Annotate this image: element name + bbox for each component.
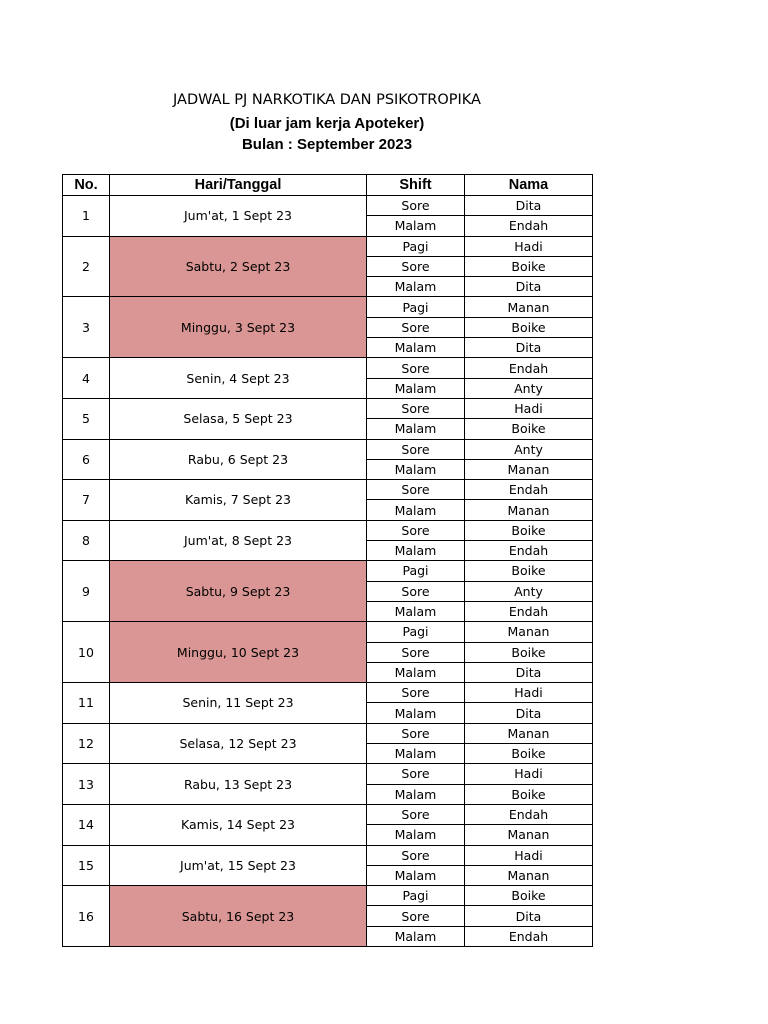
column-header-shift: Shift	[367, 175, 465, 196]
staff-name-cell: Manan	[465, 459, 593, 479]
day-date-cell: Senin, 4 Sept 23	[110, 358, 367, 399]
shift-cell: Sore	[367, 642, 465, 662]
shift-cell: Pagi	[367, 622, 465, 642]
day-date-cell: Jum'at, 1 Sept 23	[110, 196, 367, 237]
shift-cell: Pagi	[367, 886, 465, 906]
shift-cell: Sore	[367, 480, 465, 500]
staff-name-cell: Boike	[465, 256, 593, 276]
day-number-cell: 12	[63, 723, 110, 764]
staff-name-cell: Dita	[465, 196, 593, 216]
staff-name-cell: Dita	[465, 906, 593, 926]
staff-name-cell: Dita	[465, 338, 593, 358]
column-header-no: No.	[63, 175, 110, 196]
shift-cell: Sore	[367, 683, 465, 703]
table-row	[63, 622, 593, 642]
day-number-cell: 14	[63, 804, 110, 845]
day-number-cell: 11	[63, 683, 110, 724]
staff-name-cell: Boike	[465, 744, 593, 764]
shift-cell: Malam	[367, 825, 465, 845]
staff-name-cell: Boike	[465, 642, 593, 662]
shift-cell: Sore	[367, 581, 465, 601]
staff-name-cell: Dita	[465, 277, 593, 297]
staff-name-cell: Manan	[465, 825, 593, 845]
shift-cell: Malam	[367, 784, 465, 804]
shift-cell: Sore	[367, 764, 465, 784]
staff-name-cell: Endah	[465, 358, 593, 378]
table-header-row	[63, 175, 593, 196]
shift-cell: Malam	[367, 662, 465, 682]
day-number-cell: 4	[63, 358, 110, 399]
staff-name-cell: Boike	[465, 419, 593, 439]
table-row	[63, 764, 593, 784]
staff-name-cell: Hadi	[465, 845, 593, 865]
staff-name-cell: Hadi	[465, 236, 593, 256]
table-row	[63, 196, 593, 216]
schedule-table	[62, 174, 593, 947]
staff-name-cell: Dita	[465, 662, 593, 682]
shift-cell: Malam	[367, 378, 465, 398]
month-label: Bulan : September 2023	[241, 136, 413, 153]
staff-name-cell: Endah	[465, 480, 593, 500]
shift-cell: Sore	[367, 723, 465, 743]
day-number-cell: 16	[63, 886, 110, 947]
table-row	[63, 297, 593, 317]
shift-cell: Malam	[367, 744, 465, 764]
shift-cell: Sore	[367, 358, 465, 378]
shift-cell: Malam	[367, 216, 465, 236]
day-date-cell: Sabtu, 16 Sept 23	[110, 886, 367, 947]
table-row	[63, 520, 593, 540]
day-date-cell: Jum'at, 15 Sept 23	[110, 845, 367, 886]
page-subtitle: (Di luar jam kerja Apoteker)	[229, 115, 425, 132]
staff-name-cell: Manan	[465, 500, 593, 520]
shift-cell: Malam	[367, 419, 465, 439]
table-row	[63, 683, 593, 703]
staff-name-cell: Boike	[465, 561, 593, 581]
table-row	[63, 723, 593, 743]
shift-cell: Sore	[367, 196, 465, 216]
day-date-cell: Kamis, 14 Sept 23	[110, 804, 367, 845]
staff-name-cell: Manan	[465, 723, 593, 743]
column-header-date: Hari/Tanggal	[110, 175, 367, 196]
shift-cell: Sore	[367, 906, 465, 926]
staff-name-cell: Boike	[465, 886, 593, 906]
shift-cell: Malam	[367, 338, 465, 358]
shift-cell: Pagi	[367, 561, 465, 581]
staff-name-cell: Manan	[465, 865, 593, 885]
day-number-cell: 3	[63, 297, 110, 358]
staff-name-cell: Endah	[465, 601, 593, 621]
schedule-body	[63, 196, 593, 947]
shift-cell: Malam	[367, 926, 465, 946]
shift-cell: Malam	[367, 459, 465, 479]
staff-name-cell: Anty	[465, 581, 593, 601]
staff-name-cell: Boike	[465, 784, 593, 804]
table-row	[63, 886, 593, 906]
day-number-cell: 6	[63, 439, 110, 480]
table-row	[63, 358, 593, 378]
table-row	[63, 804, 593, 824]
table-row	[63, 561, 593, 581]
staff-name-cell: Anty	[465, 439, 593, 459]
day-date-cell: Sabtu, 9 Sept 23	[110, 561, 367, 622]
day-number-cell: 7	[63, 480, 110, 521]
day-date-cell: Selasa, 5 Sept 23	[110, 398, 367, 439]
shift-cell: Sore	[367, 398, 465, 418]
shift-cell: Malam	[367, 703, 465, 723]
day-number-cell: 13	[63, 764, 110, 805]
staff-name-cell: Hadi	[465, 683, 593, 703]
day-date-cell: Selasa, 12 Sept 23	[110, 723, 367, 764]
staff-name-cell: Manan	[465, 622, 593, 642]
shift-cell: Pagi	[367, 297, 465, 317]
shift-cell: Malam	[367, 601, 465, 621]
shift-cell: Sore	[367, 520, 465, 540]
day-number-cell: 1	[63, 196, 110, 237]
shift-cell: Sore	[367, 804, 465, 824]
staff-name-cell: Endah	[465, 541, 593, 561]
day-number-cell: 5	[63, 398, 110, 439]
day-number-cell: 2	[63, 236, 110, 297]
day-date-cell: Rabu, 13 Sept 23	[110, 764, 367, 805]
column-header-name: Nama	[465, 175, 593, 196]
day-date-cell: Minggu, 3 Sept 23	[110, 297, 367, 358]
staff-name-cell: Dita	[465, 703, 593, 723]
page-title: JADWAL PJ NARKOTIKA DAN PSIKOTROPIKA	[173, 92, 481, 108]
table-row	[63, 236, 593, 256]
staff-name-cell: Endah	[465, 804, 593, 824]
staff-name-cell: Anty	[465, 378, 593, 398]
shift-cell: Pagi	[367, 236, 465, 256]
shift-cell: Malam	[367, 865, 465, 885]
day-number-cell: 10	[63, 622, 110, 683]
staff-name-cell: Hadi	[465, 764, 593, 784]
shift-cell: Sore	[367, 439, 465, 459]
shift-cell: Sore	[367, 845, 465, 865]
staff-name-cell: Endah	[465, 216, 593, 236]
day-date-cell: Sabtu, 2 Sept 23	[110, 236, 367, 297]
day-date-cell: Minggu, 10 Sept 23	[110, 622, 367, 683]
table-row	[63, 398, 593, 418]
staff-name-cell: Manan	[465, 297, 593, 317]
table-row	[63, 439, 593, 459]
staff-name-cell: Boike	[465, 317, 593, 337]
staff-name-cell: Hadi	[465, 398, 593, 418]
shift-cell: Malam	[367, 500, 465, 520]
table-row	[63, 845, 593, 865]
shift-cell: Sore	[367, 317, 465, 337]
shift-cell: Malam	[367, 541, 465, 561]
staff-name-cell: Endah	[465, 926, 593, 946]
day-number-cell: 15	[63, 845, 110, 886]
shift-cell: Malam	[367, 277, 465, 297]
day-date-cell: Senin, 11 Sept 23	[110, 683, 367, 724]
day-date-cell: Jum'at, 8 Sept 23	[110, 520, 367, 561]
shift-cell: Sore	[367, 256, 465, 276]
day-date-cell: Rabu, 6 Sept 23	[110, 439, 367, 480]
table-row	[63, 480, 593, 500]
day-number-cell: 8	[63, 520, 110, 561]
staff-name-cell: Boike	[465, 520, 593, 540]
day-date-cell: Kamis, 7 Sept 23	[110, 480, 367, 521]
day-number-cell: 9	[63, 561, 110, 622]
